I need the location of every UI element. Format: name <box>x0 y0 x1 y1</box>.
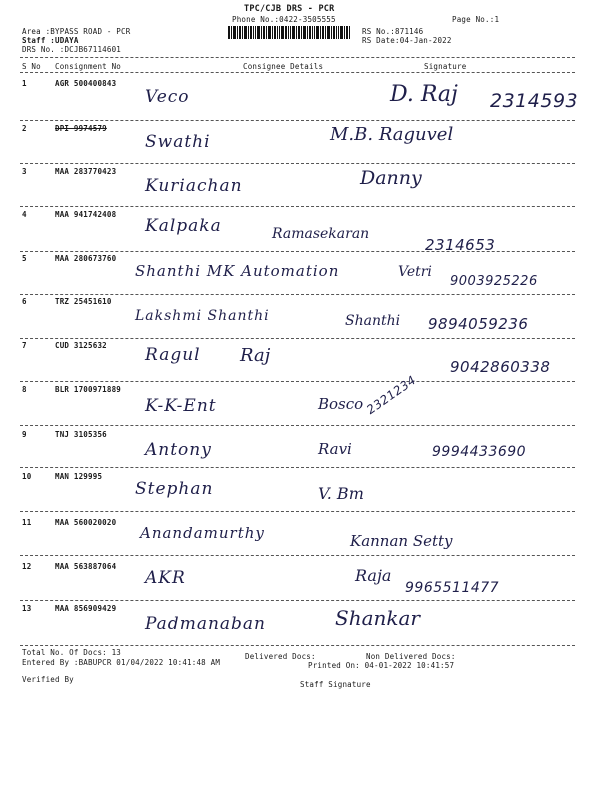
row-5-consignment: MAA 280673760 <box>55 254 117 263</box>
row-4-consignment: MAA 941742408 <box>55 210 117 219</box>
row-6-signature: Shanthi <box>345 313 401 329</box>
row-4-sno: 4 <box>22 210 27 219</box>
row-5-phone: 9003925226 <box>450 274 538 289</box>
row-3-consignee: Kuriachan <box>145 176 243 196</box>
row-11-signature: Kannan Setty <box>350 532 453 550</box>
row-5-sno: 5 <box>22 254 27 263</box>
row-13-signature: Shankar <box>335 606 420 630</box>
printed-on: Printed On: 04-01-2022 10:41:57 <box>308 661 455 670</box>
row-6-consignment: TRZ 25451610 <box>55 297 112 306</box>
barcode-image <box>228 26 350 39</box>
row-8-signature: Bosco <box>318 395 364 413</box>
row-3-signature: Danny <box>360 167 422 189</box>
verified-by: Verified By <box>22 675 74 684</box>
row-1-signature: D. Raj <box>390 82 458 107</box>
row-divider <box>20 338 575 339</box>
row-12-consignment: MAA 563887064 <box>55 562 117 571</box>
entered-by: Entered By :BABUPCR 01/04/2022 10:41:48 AM <box>22 658 221 667</box>
row-divider <box>20 251 575 252</box>
row-6-phone: 9894059236 <box>428 315 529 333</box>
row-12-sno: 12 <box>22 562 32 571</box>
row-divider <box>20 511 575 512</box>
row-divider <box>20 467 575 468</box>
delivered-docs: Delivered Docs: <box>245 652 316 661</box>
row-7-signature: Raj <box>240 345 271 366</box>
row-11-consignee: Anandamurthy <box>140 524 265 542</box>
row-3-consignment: MAA 283770423 <box>55 167 117 176</box>
row-3-sno: 3 <box>22 167 27 176</box>
row-divider <box>20 163 575 164</box>
row-11-consignment: MAA 560020020 <box>55 518 117 527</box>
column-header-divider <box>20 72 575 73</box>
row-9-signature: Ravi <box>318 440 352 458</box>
page-number: Page No.:1 <box>452 15 500 24</box>
row-1-consignment: AGR 500400843 <box>55 79 117 88</box>
row-1-sno: 1 <box>22 79 27 88</box>
row-13-consignee: Padmanaban <box>145 614 266 634</box>
staff-signature: Staff Signature <box>300 680 371 689</box>
rs-number: RS No.:871146 <box>362 27 424 36</box>
column-header-consignee: Consignee Details <box>243 62 324 71</box>
row-8-consignment: BLR 1700971889 <box>55 385 122 394</box>
row-12-phone: 9965511477 <box>405 580 500 596</box>
row-divider <box>20 206 575 207</box>
drs-number: DRS No. :DCJB67114601 <box>22 45 122 54</box>
row-6-consignee: Lakshmi Shanthi <box>135 308 270 324</box>
row-5-consignee: Shanthi MK Automation <box>135 262 340 280</box>
row-divider <box>20 425 575 426</box>
non-delivered-docs: Non Delivered Docs: <box>366 652 456 661</box>
row-10-sno: 10 <box>22 472 32 481</box>
row-8-phone: 2321234 <box>363 372 419 417</box>
row-7-sno: 7 <box>22 341 27 350</box>
row-10-signature: V. Bm <box>318 484 364 503</box>
row-12-signature: Raja <box>355 566 392 585</box>
row-8-sno: 8 <box>22 385 27 394</box>
column-header-consignment: Consignment No <box>55 62 122 71</box>
row-divider <box>20 381 575 382</box>
row-7-consignee: Ragul <box>145 345 201 365</box>
row-9-sno: 9 <box>22 430 27 439</box>
row-divider <box>20 294 575 295</box>
row-1-consignee: Veco <box>145 87 190 107</box>
row-2-signature: M.B. Raguvel <box>330 124 454 145</box>
row-4-signature: Ramasekaran <box>272 226 370 242</box>
total-docs: Total No. Of Docs: 13 <box>22 648 122 657</box>
row-12-consignee: AKR <box>145 568 186 588</box>
table-bottom-divider <box>20 645 575 646</box>
row-13-sno: 13 <box>22 604 32 613</box>
row-2-sno: 2 <box>22 124 27 133</box>
row-13-consignment: MAA 856909429 <box>55 604 117 613</box>
document-title: TPC/CJB DRS - PCR <box>244 4 335 14</box>
row-9-phone: 9994433690 <box>432 444 527 460</box>
row-6-sno: 6 <box>22 297 27 306</box>
row-divider <box>20 600 575 601</box>
row-2-consignment: DPI 9974579 <box>55 124 107 133</box>
area-field: Area :BYPASS ROAD - PCR <box>22 27 131 36</box>
row-7-phone: 9042860338 <box>450 358 551 376</box>
row-9-consignee: Antony <box>145 440 212 460</box>
row-4-phone: 2314653 <box>425 236 496 254</box>
row-1-phone: 2314593 <box>490 90 579 112</box>
column-header-sno: S No <box>22 62 41 71</box>
column-header-signature: Signature <box>424 62 467 71</box>
row-5-signature: Vetri <box>398 264 432 280</box>
rs-date: RS Date:04-Jan-2022 <box>362 36 452 45</box>
row-11-sno: 11 <box>22 518 32 527</box>
row-divider <box>20 555 575 556</box>
row-divider <box>20 120 575 121</box>
row-10-consignee: Stephan <box>135 479 214 499</box>
row-8-consignee: K-K-Ent <box>145 396 217 416</box>
row-7-consignment: CUD 3125632 <box>55 341 107 350</box>
staff-field: Staff :UDAYA <box>22 36 79 45</box>
row-2-consignee: Swathi <box>145 132 211 152</box>
row-4-consignee: Kalpaka <box>145 216 222 236</box>
row-9-consignment: TNJ 3105356 <box>55 430 107 439</box>
header-divider <box>20 57 575 58</box>
phone-number: Phone No.:0422-3505555 <box>232 15 336 24</box>
row-10-consignment: MAN 129995 <box>55 472 103 481</box>
